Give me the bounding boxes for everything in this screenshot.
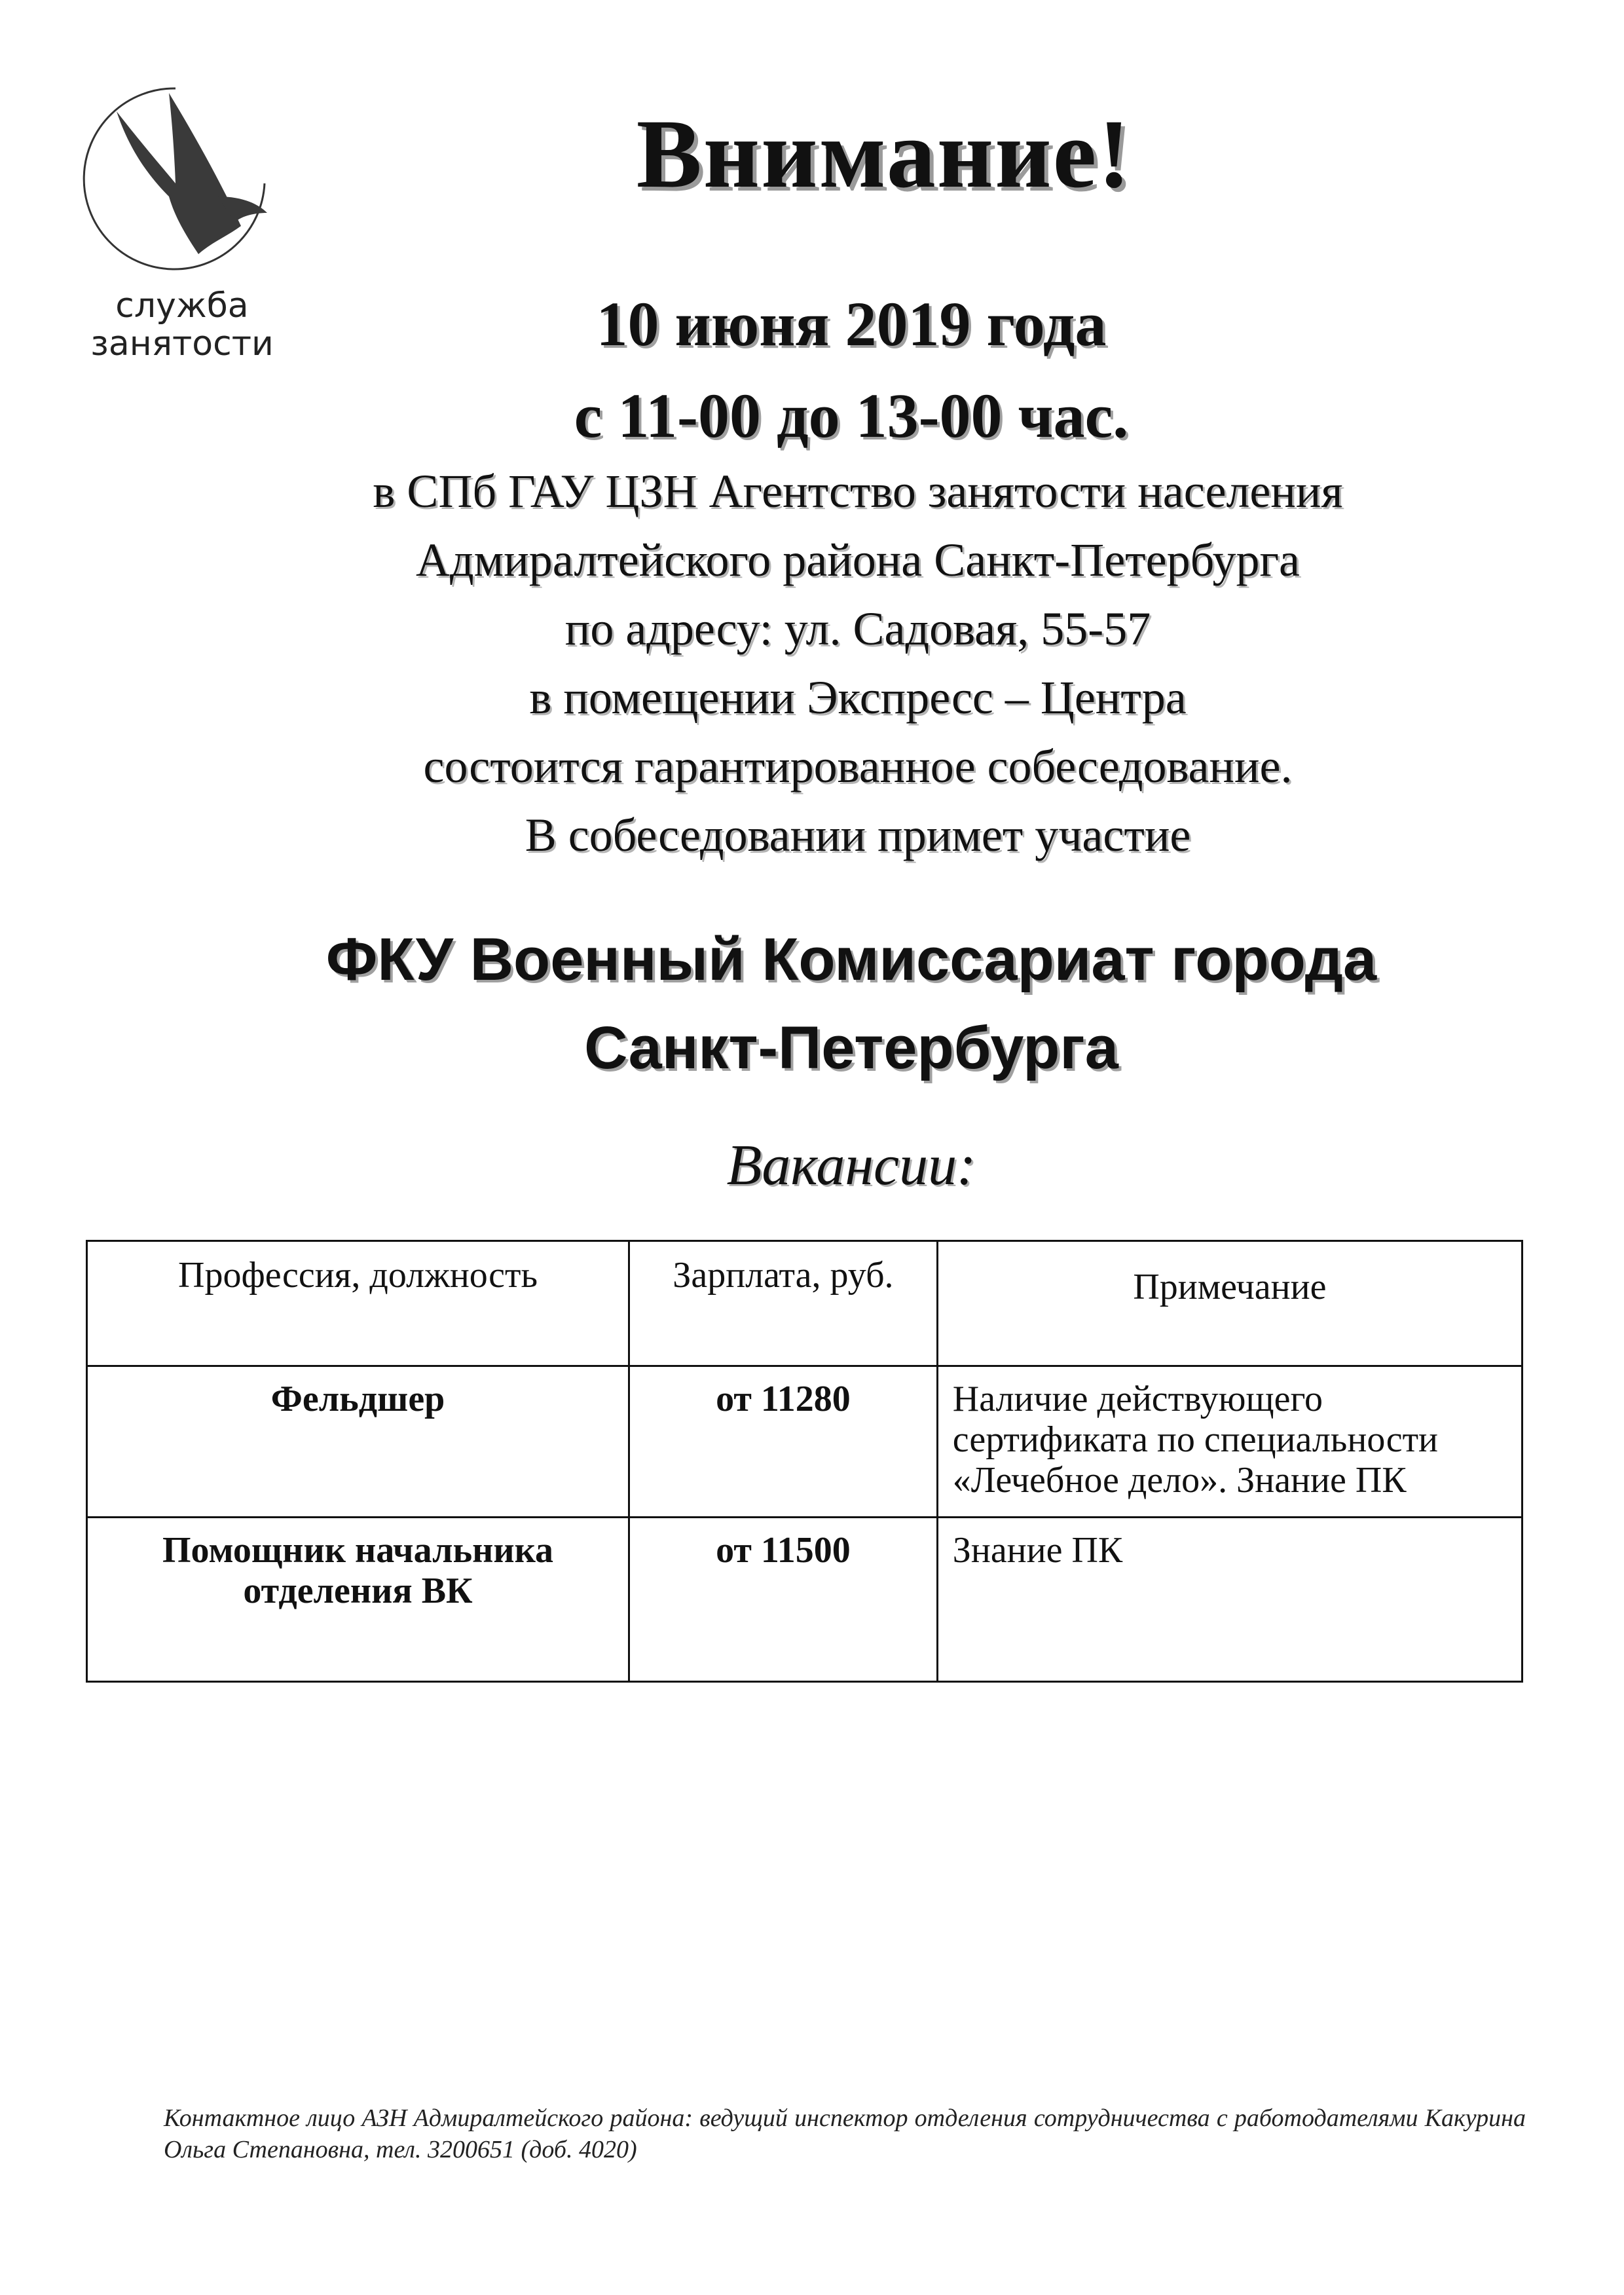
table-row [87, 1518, 1522, 1682]
note-line: «Лечебное дело». Знание ПК [952, 1460, 1407, 1501]
bird-logo-icon [77, 85, 267, 282]
salary-cell: от 11500 [629, 1518, 938, 1682]
position-line: Помощник начальника [162, 1530, 554, 1571]
salary-cell: от 11280 [629, 1366, 938, 1518]
body-line: по адресу: ул. Садовая, 55-57 [564, 603, 1151, 655]
logo-caption [90, 287, 274, 363]
page-title: Внимание! [636, 100, 1132, 208]
event-date: 10 июня 2019 года [596, 289, 1107, 359]
organization-line-2: Санкт-Петербурга [584, 1015, 1118, 1081]
body-line: В собеседовании примет участие [525, 809, 1191, 861]
note-line: Знание ПК [952, 1530, 1123, 1571]
body-line: состоится гарантированное собеседование. [423, 740, 1293, 793]
header-note: Примечание [937, 1241, 1522, 1366]
position-cell [87, 1518, 629, 1682]
table-row [87, 1366, 1522, 1518]
position-cell [87, 1366, 629, 1518]
note-line: Наличие действующего [952, 1379, 1323, 1419]
event-time: с 11-00 до 13-00 час. [574, 381, 1129, 451]
vacancies-heading: Вакансии: [726, 1134, 976, 1197]
contact-footer: Контактное лицо АЗН Адмиралтейского района: ведущий инспектор отделения сотрудничества с работодателями Какурина Ольга Степановна, тел. 3200651 (доб. 4020) [164, 2104, 1526, 2163]
logo-line-2: занятости [90, 324, 274, 364]
note-cell [937, 1518, 1522, 1682]
vacancies-table [86, 1240, 1523, 1683]
position-line: Фельдшер [270, 1379, 445, 1419]
body-line: в помещении Экспресс – Центра [529, 671, 1187, 724]
header-salary: Зарплата, руб. [629, 1241, 938, 1366]
header-position: Профессия, должность [87, 1241, 629, 1366]
body-line: Адмиралтейского района Санкт-Петербурга [416, 534, 1300, 586]
body-line: в СПб ГАУ ЦЗН Агентство занятости населения [373, 465, 1343, 517]
table-header-row [87, 1241, 1522, 1366]
employment-service-logo [77, 85, 274, 373]
logo-line-1: служба [115, 286, 249, 326]
organization-line-1: ФКУ Военный Комиссариат города [325, 926, 1377, 993]
note-cell [937, 1366, 1522, 1518]
position-line: отделения ВК [243, 1571, 473, 1611]
note-line: сертификата по специальности [952, 1419, 1439, 1460]
